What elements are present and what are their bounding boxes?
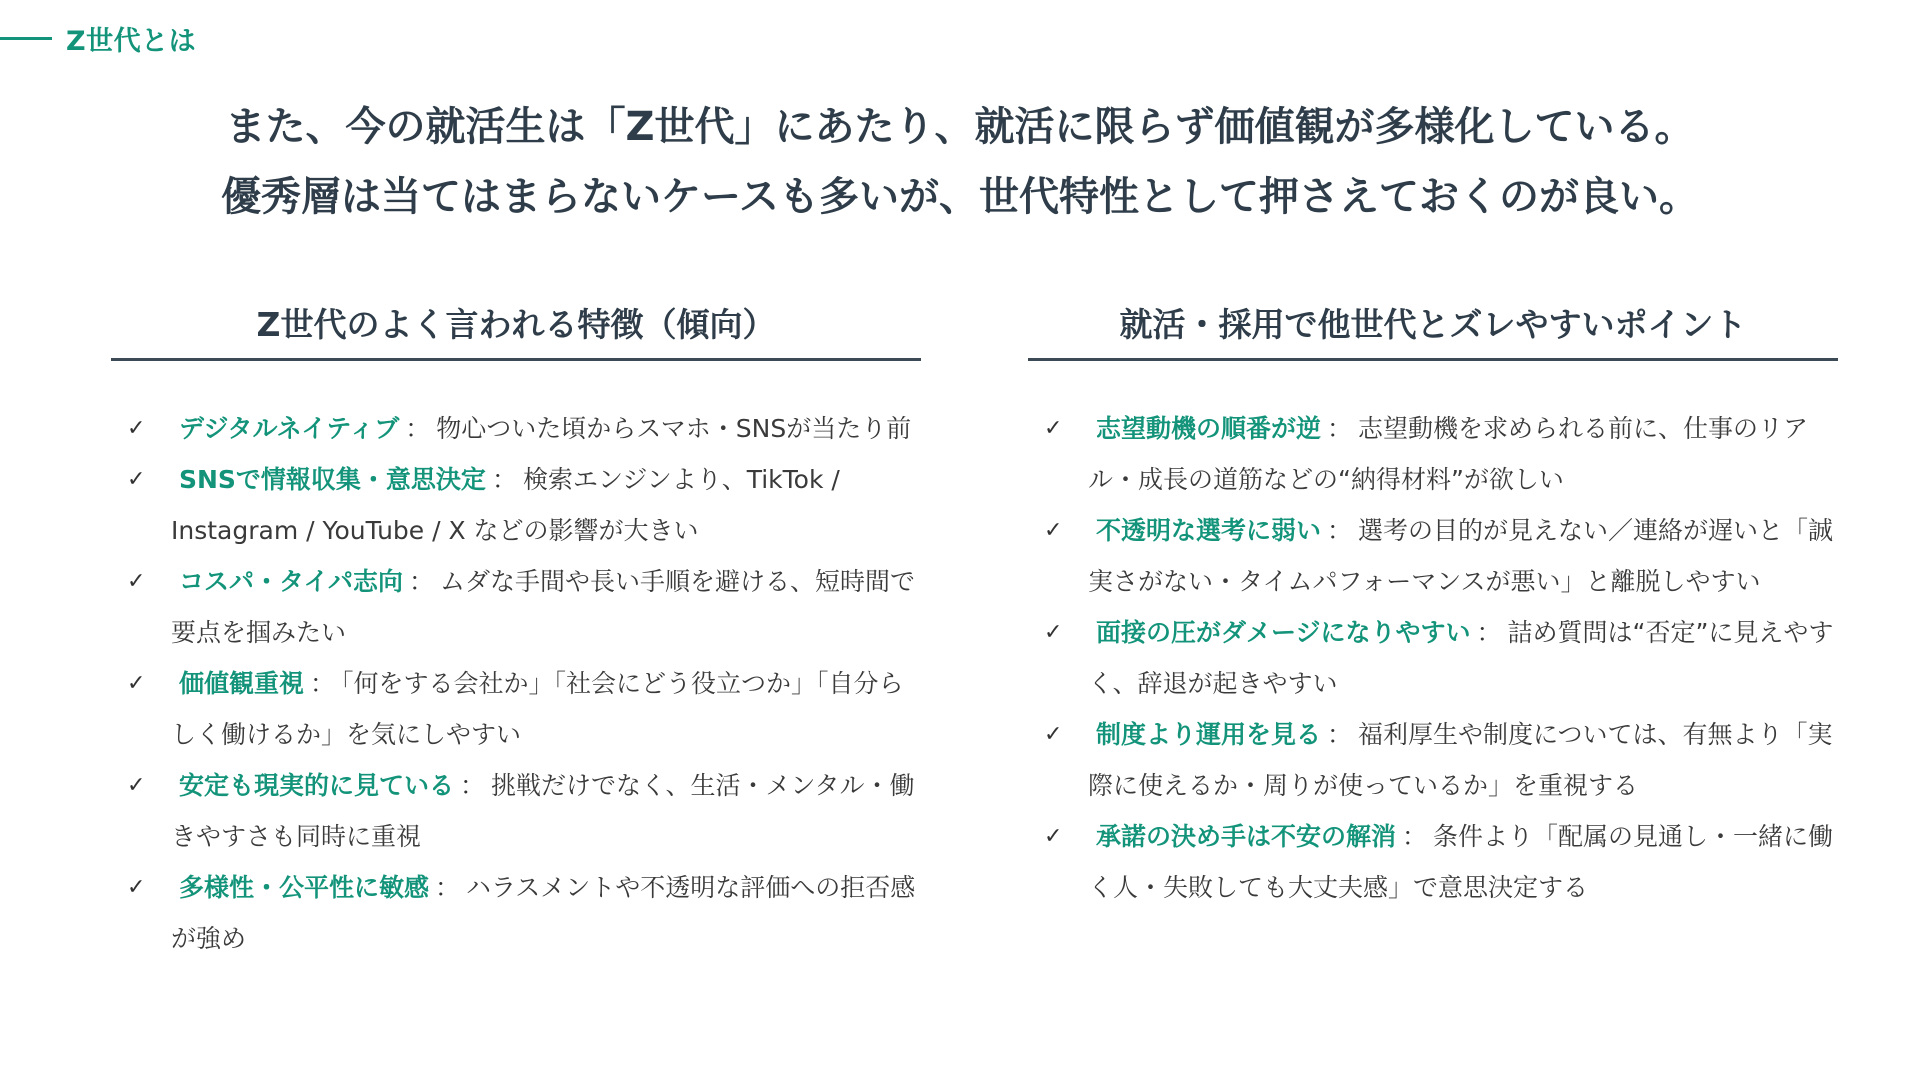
right-column-heading: 就活・採用で他世代とズレやすいポイント: [1119, 305, 1747, 344]
item-description: 検索エンジンより、TikTok / Instagram / YouTube / X などの影響が大きい: [171, 465, 840, 545]
item-description: 物心ついた頃からスマホ・SNSが当たり前: [436, 414, 912, 443]
list-item: [111, 454, 921, 556]
list-item: [111, 403, 921, 454]
check-icon: ✓: [127, 569, 146, 594]
check-icon: ✓: [127, 875, 146, 900]
right-column-list: [1028, 403, 1838, 913]
list-item: [111, 658, 921, 760]
check-icon: ✓: [1044, 722, 1063, 747]
item-description: 挑戦だけでなく、生活・メンタル・働きやすさも同時に重視: [171, 771, 915, 851]
left-column-heading: Z世代のよく言われる特徴（傾向）: [256, 305, 776, 344]
section-tag-line: [0, 37, 52, 40]
section-tag: [0, 20, 196, 56]
item-separator: ：: [1402, 822, 1428, 851]
item-term: コスパ・タイパ志向: [179, 567, 404, 596]
left-column-list: [111, 403, 921, 964]
list-item: [1028, 811, 1838, 913]
item-term: 承諾の決め手は不安の解消: [1096, 822, 1397, 851]
item-term: 面接の圧がダメージになりやすい: [1096, 618, 1471, 647]
item-separator: ：: [1327, 720, 1353, 749]
item-description: 選考の目的が見えない／連絡が遅いと「誠実さがない・タイムパフォーマンスが悪い」と離脱しやすい: [1088, 516, 1834, 596]
check-icon: ✓: [1044, 416, 1063, 441]
headline-line-1: また、今の就活生は「Z世代」にあたり、就活に限らず価値観が多様化している。: [225, 104, 1695, 150]
item-separator: ：: [405, 414, 431, 443]
item-separator: ：: [1327, 414, 1353, 443]
headline-line-2: 優秀層は当てはまらないケースも多いが、世代特性として押さえておくのが良い。: [221, 174, 1699, 220]
list-item: [1028, 505, 1838, 607]
item-separator: ：: [491, 465, 517, 494]
item-separator: ：: [310, 669, 336, 698]
item-term: 制度より運用を見る: [1096, 720, 1322, 749]
headline: [140, 92, 1780, 232]
item-term: 不透明な選考に弱い: [1096, 516, 1322, 545]
check-icon: ✓: [127, 773, 146, 798]
right-column: [1028, 292, 1838, 913]
list-item: [111, 760, 921, 862]
check-icon: ✓: [127, 416, 146, 441]
item-description: 「何をする会社か」「社会にどう役立つか」「自分らしく働けるか」を気にしやすい: [171, 669, 904, 749]
left-column-divider: [111, 358, 921, 361]
section-tag-label: Z世代とは: [66, 25, 197, 57]
item-description: 志望動機を求められる前に、仕事のリアル・成長の道筋などの“納得材料”が欲しい: [1088, 414, 1809, 494]
item-description: 条件より「配属の見通し・一緒に働く人・失敗しても大丈夫感」で意思決定する: [1088, 822, 1834, 902]
item-term: 多様性・公平性に敏感: [179, 873, 430, 902]
item-separator: ：: [435, 873, 461, 902]
list-item: [111, 556, 921, 658]
item-separator: ：: [409, 567, 435, 596]
item-separator: ：: [1327, 516, 1353, 545]
check-icon: ✓: [1044, 620, 1063, 645]
item-term: デジタルネイティブ: [179, 414, 400, 443]
item-term: 価値観重視: [179, 669, 305, 698]
list-item: [1028, 607, 1838, 709]
check-icon: ✓: [1044, 518, 1063, 543]
item-term: 志望動機の順番が逆: [1096, 414, 1322, 443]
list-item: [1028, 709, 1838, 811]
item-separator: ：: [460, 771, 486, 800]
list-item: [1028, 403, 1838, 505]
check-icon: ✓: [127, 671, 146, 696]
item-term: 安定も現実的に見ている: [179, 771, 455, 800]
item-description: ハラスメントや不透明な評価への拒否感が強め: [171, 873, 916, 953]
left-column: [111, 292, 921, 964]
check-icon: ✓: [1044, 824, 1063, 849]
item-separator: ：: [1476, 618, 1502, 647]
item-description: 福利厚生や制度については、有無より「実際に使えるか・周りが使っているか」を重視する: [1088, 720, 1833, 800]
check-icon: ✓: [127, 467, 146, 492]
item-description: ムダな手間や長い手順を避ける、短時間で要点を掴みたい: [171, 567, 916, 647]
list-item: [111, 862, 921, 964]
right-column-divider: [1028, 358, 1838, 361]
item-description: 詰め質問は“否定”に見えやすく、辞退が起きやすい: [1088, 618, 1834, 698]
item-term: SNSで情報収集・意思決定: [179, 465, 486, 494]
